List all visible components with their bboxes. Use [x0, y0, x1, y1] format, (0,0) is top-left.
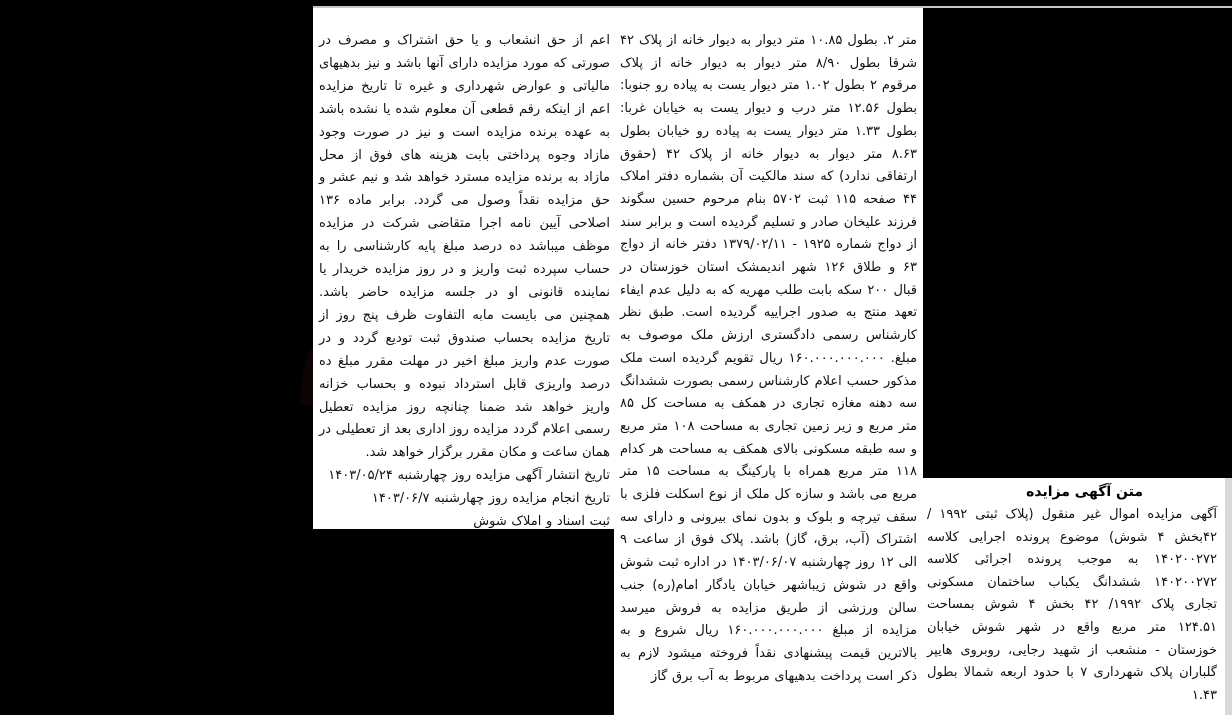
ad-column-left	[313, 8, 614, 529]
page-edge-strip	[1225, 478, 1232, 715]
ad-text-left: اعم از حق انشعاب و یا حق اشتراک و مصرف در صورتی که مورد مزایده دارای آنها باشد و نیز بدهیهای مالیاتی و عوارض شهرداری و غیره تا تاریخ مزایده اعم از اینکه رقم قطعی آن معلوم شده یا نشده باشد به عهده برنده مزایده است و نیز در صورت وجود مازاد وجوه پرداختی بابت هزینه های فوق از محل مازاد به برنده مزایده مسترد خواهد شد و نیم عشر و حق مزایده نقداً وصول می گردد. برابر ماده ۱۳۶ اصلاحی آیین نامه اجرا متقاضی شرکت در مزایده موظف میباشد ده درصد مبلغ پایه کارشناسی را به حساب سپرده ثبت واریز و در روز مزایده خریدار یا نماینده قانونی او در جلسه مزایده حاضر باشد. همچنین می بایست مابه التفاوت ظرف پنج روز از تاریخ مزایده بحساب صندوق ثبت تودیع گردد و در صورت عدم واریز مبلغ اخیر در مهلت مقرر مبلغ ده درصد واریزی قابل استرداد نبوده و بحساب خزانه واریز خواهد شد ضمنا چنانچه روز مزایده تعطیل رسمی اعلام گردد مزایده روز اداری بعد از تعطیلی در همان ساعت و مکان مقرر برگزار خواهد شد.	[319, 33, 610, 461]
ad-column-right	[923, 478, 1225, 715]
ad-footer	[319, 465, 610, 529]
publish-date-line: تاریخ انتشار آگهی مزایده روز چهارشنبه ۱۴۰۳/۰۵/۲۴	[328, 468, 610, 484]
ad-column-middle	[614, 8, 923, 715]
issuer-line: ثبت اسناد و املاک شوش	[473, 514, 610, 529]
ad-text-middle: متر ۲. بطول ۱۰.۸۵ متر دیوار به دیوار خانه از پلاک ۴۲ شرقا بطول ۸/۹۰ متر دیوار به دیوار خانه از پلاک مرقوم ۲ بطول ۱.۰۲ متر دیوار یست به پیاده رو جنوبا: بطول ۱۲.۵۶ متر درب و دیوار یست به خیابان غربا: بطول ۱.۳۳ متر دیوار یست به پیاده رو خیابان بطول ۸.۶۳ متر دیوار به دیوار خانه از پلاک ۴۲ (حقوق ارتفاقی ندارد) که سند مالکیت آن بشماره دفتر املاک ۴۴ صفحه ۱۱۵ ثبت ۵۷۰۲ بنام مرحوم حسین سگوند فرزند علیخان صادر و تسلیم گردیده است و برابر سند از دواج شماره ۱۹۲۵ - ۱۳۷۹/۰۲/۱۱ دفتر خانه از دواج ۶۳ و طلاق ۱۲۶ شهر اندیمشک استان خوزستان در قبال ۲۰۰ سکه بابت طلب مهریه که به دلیل عدم ایفاء تعهد منتج به صدور اجراییه گردیده است. طبق نظر کارشناس رسمی دادگستری ارزش ملک موصوف به مبلغ. ۱۶۰.۰۰۰.۰۰۰.۰۰۰ ریال تقویم گردیده است ملک مذکور حسب اعلام کارشناس رسمی بصورت ششدانگ سه دهنه مغازه تجاری در همکف به مساحت کل ۸۵ متر مربع و زیر زمین تجاری به مساحت ۱۰۸ متر مربع و سه طبقه مسکونی بالای همکف به مساحت هر کدام ۱۱۸ متر مربع همراه با پارکینگ به مساحت ۱۵ متر مربع می باشد و سازه کل ملک از نوع اسکلت فلزی با سقف تیرچه و بلوک و بدون نمای بیرونی و دارای سه اشتراک (آب، برق، گاز) باشد. پلاک فوق از ساعت ۹ الی ۱۲ روز چهارشنبه ۱۴۰۳/۰۶/۰۷ در اداره ثبت شوش واقع در شوش زیباشهر خیابان یادگار امام(ره) جنب سالن ورزشی از طریق مزایده به فروش میرسد مزایده از مبلغ ۱۶۰.۰۰۰.۰۰۰.۰۰۰ ریال شروع و به بالاترین قیمت پیشنهادی نقداً فروخته میشود لازم به ذکر است پرداخت بدهیهای مربوط به آب برق گاز	[620, 33, 918, 684]
auction-date-line: تاریخ انجام مزایده روز چهارشنبه ۱۴۰۳/۰۶/۷	[371, 491, 610, 507]
ad-title: متن آگهی مزایده	[1026, 484, 1143, 500]
ad-text-right: آگهی مزایده اموال غیر منقول (پلاک ثبتی ۱۹۹۲ /۴۲بخش ۴ شوش) موضوع پرونده اجرایی کلاسه ۱۴۰۲۰۰۲۷۲ به موجب پرونده اجرائی کلاسه ۱۴۰۲۰۰۲۷۲ ششدانگ یکباب ساختمان مسکونی تجاری پلاک ۱۹۹۲/ ۴۲ بخش ۴ شوش بمساحت ۱۲۴.۵۱ متر مربع واقع در شهر شوش خیابان خوزستان - منشعب از شهید رجایی، روبروی هایپر گلباران پلاک شهرداری ۷ با حدود اربعه شمالا بطول ۱.۴۳	[927, 507, 1218, 703]
